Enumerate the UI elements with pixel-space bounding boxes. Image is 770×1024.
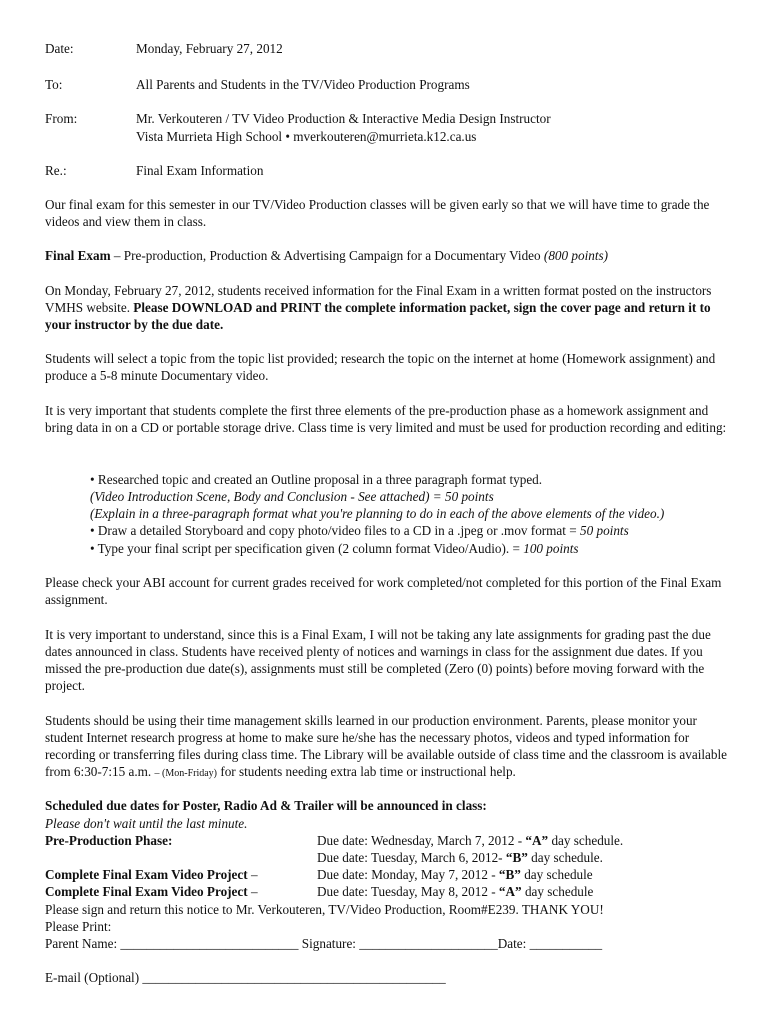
- bullet-storyboard: [90, 522, 740, 539]
- return-note: Please sign and return this notice to Mr. Verkouteren, TV/Video Production, Room#E239. THANK YOU!: [45, 902, 604, 917]
- date-label: Date:: [45, 41, 74, 56]
- email-line[interactable]: E-mail (Optional) ______________________________________________: [45, 970, 446, 985]
- time-management-paragraph: [45, 712, 727, 782]
- due-date-2: [317, 849, 603, 866]
- due-date-1: [317, 832, 623, 849]
- date-value: Monday, February 27, 2012: [136, 41, 283, 56]
- please-print: Please Print:: [45, 919, 112, 934]
- complete-project-1-text: Complete Final Exam Video Project: [45, 867, 248, 882]
- final-exam-points: (800 points): [543, 248, 609, 263]
- from-label: From:: [45, 111, 78, 126]
- pre-production-label: Pre-Production Phase:: [45, 833, 173, 848]
- topic-paragraph: Students will select a topic from the topic list provided; research the topic on the internet at home (Homework assignment) and produce a 5-8 minute Documentary video.: [45, 351, 716, 383]
- from-value-line1: Mr. Verkouteren / TV Video Production & Interactive Media Design Instructor: [136, 111, 551, 126]
- complete-project-2-dash: –: [247, 884, 258, 899]
- complete-project-label-1: [45, 866, 258, 883]
- due-date-1-day: “A”: [525, 833, 549, 848]
- bullet-script-points: 100 points: [523, 541, 579, 556]
- due-date-3: [317, 866, 593, 883]
- bullet-script-text: • Type your final script per specification given (2 column format Video/Audio). =: [90, 541, 524, 556]
- complete-project-2-text: Complete Final Exam Video Project: [45, 884, 248, 899]
- final-exam-line: [45, 247, 727, 264]
- due-date-3-suffix: day schedule: [520, 867, 593, 882]
- time-management-days: – (Mon-Friday): [154, 768, 218, 779]
- schedule-subheading: Please don't wait until the last minute.: [45, 816, 248, 831]
- to-value: All Parents and Students in the TV/Video Production Programs: [136, 77, 470, 92]
- due-date-4-suffix: day schedule: [521, 884, 594, 899]
- bullet-script: [90, 540, 740, 557]
- due-date-2-suffix: day schedule.: [527, 850, 603, 865]
- abi-paragraph: Please check your ABI account for current grades received for work completed/not completed for this portion of the Final Exam assignment.: [45, 575, 722, 607]
- time-management-text-1: Students should be using their time management skills learned in our production environment. Parents, please monitor your student Internet research progress at home to make sure he/she has the necessary photos, videos and typed information for recording or transferring files during class time. The Library will be available outside of class time and the classroom is available from 6:30-7:15 a.m.: [45, 713, 727, 779]
- due-date-1-suffix: day schedule.: [548, 833, 624, 848]
- bullet-outline-note-1: (Video Introduction Scene, Body and Conclusion - See attached) = 50 points: [90, 489, 494, 504]
- to-label: To:: [45, 77, 63, 92]
- due-date-2-day: “B”: [505, 850, 528, 865]
- late-paragraph: It is very important to understand, since this is a Final Exam, I will not be taking any late assignments for grading past the due dates announced in class. Students have received plenty of notices and warnings in class for the assignment due dates. If you missed the pre-production due date(s), assignments must still be completed (Zero (0) points) before moving forward with the project.: [45, 627, 711, 693]
- important-paragraph: It is very important that students complete the first three elements of the pre-production phase as a homework assignment and bring data in on a CD or portable storage drive. Class time is very limited and must be used for production recording and editing:: [45, 403, 727, 435]
- bullet-storyboard-points: 50 points: [580, 523, 629, 538]
- complete-project-label-2: [45, 883, 258, 900]
- complete-project-1-dash: –: [247, 867, 258, 882]
- bullet-storyboard-text: • Draw a detailed Storyboard and copy photo/video files to a CD in a .jpeg or .mov format =: [90, 523, 580, 538]
- info-paragraph: [45, 282, 727, 333]
- due-date-4: [317, 883, 593, 900]
- bullet-outline: • Researched topic and created an Outline proposal in a three paragraph format typed.: [90, 472, 543, 487]
- due-date-3-day: “B”: [498, 867, 521, 882]
- final-exam-label: Final Exam: [45, 248, 111, 263]
- info-text: On Monday, February 27, 2012, students received information for the Final Exam in a written format posted on the instructors VMHS website.: [45, 283, 712, 315]
- schedule-heading: Scheduled due dates for Poster, Radio Ad & Trailer will be announced in class:: [45, 798, 487, 813]
- parent-signature-line[interactable]: Parent Name: ___________________________ Signature: _____________________Date: ___________: [45, 936, 603, 951]
- due-date-4-day: “A”: [498, 884, 522, 899]
- bullet-outline-note-2: (Explain in a three-paragraph format what you're planning to do in each of the above elements of the video.): [90, 506, 665, 521]
- due-date-4-text: Due date: Tuesday, May 8, 2012 -: [317, 884, 499, 899]
- time-management-text-2: for students needing extra lab time or instructional help.: [217, 764, 516, 779]
- due-date-3-text: Due date: Monday, May 7, 2012 -: [317, 867, 499, 882]
- final-exam-text: – Pre-production, Production & Advertising Campaign for a Documentary Video: [110, 248, 544, 263]
- intro-paragraph: Our final exam for this semester in our TV/Video Production classes will be given early so that we will have time to grade the videos and view them in class.: [45, 197, 710, 229]
- from-value-line2: Vista Murrieta High School • mverkouteren@murrieta.k12.ca.us: [136, 129, 477, 144]
- re-label: Re.:: [45, 163, 67, 178]
- re-value: Final Exam Information: [136, 163, 264, 178]
- due-date-2-text: Due date: Tuesday, March 6, 2012-: [317, 850, 506, 865]
- due-date-1-text: Due date: Wednesday, March 7, 2012 -: [317, 833, 526, 848]
- info-instructions: Please DOWNLOAD and PRINT the complete information packet, sign the cover page and return it to your instructor by the due date.: [45, 300, 711, 332]
